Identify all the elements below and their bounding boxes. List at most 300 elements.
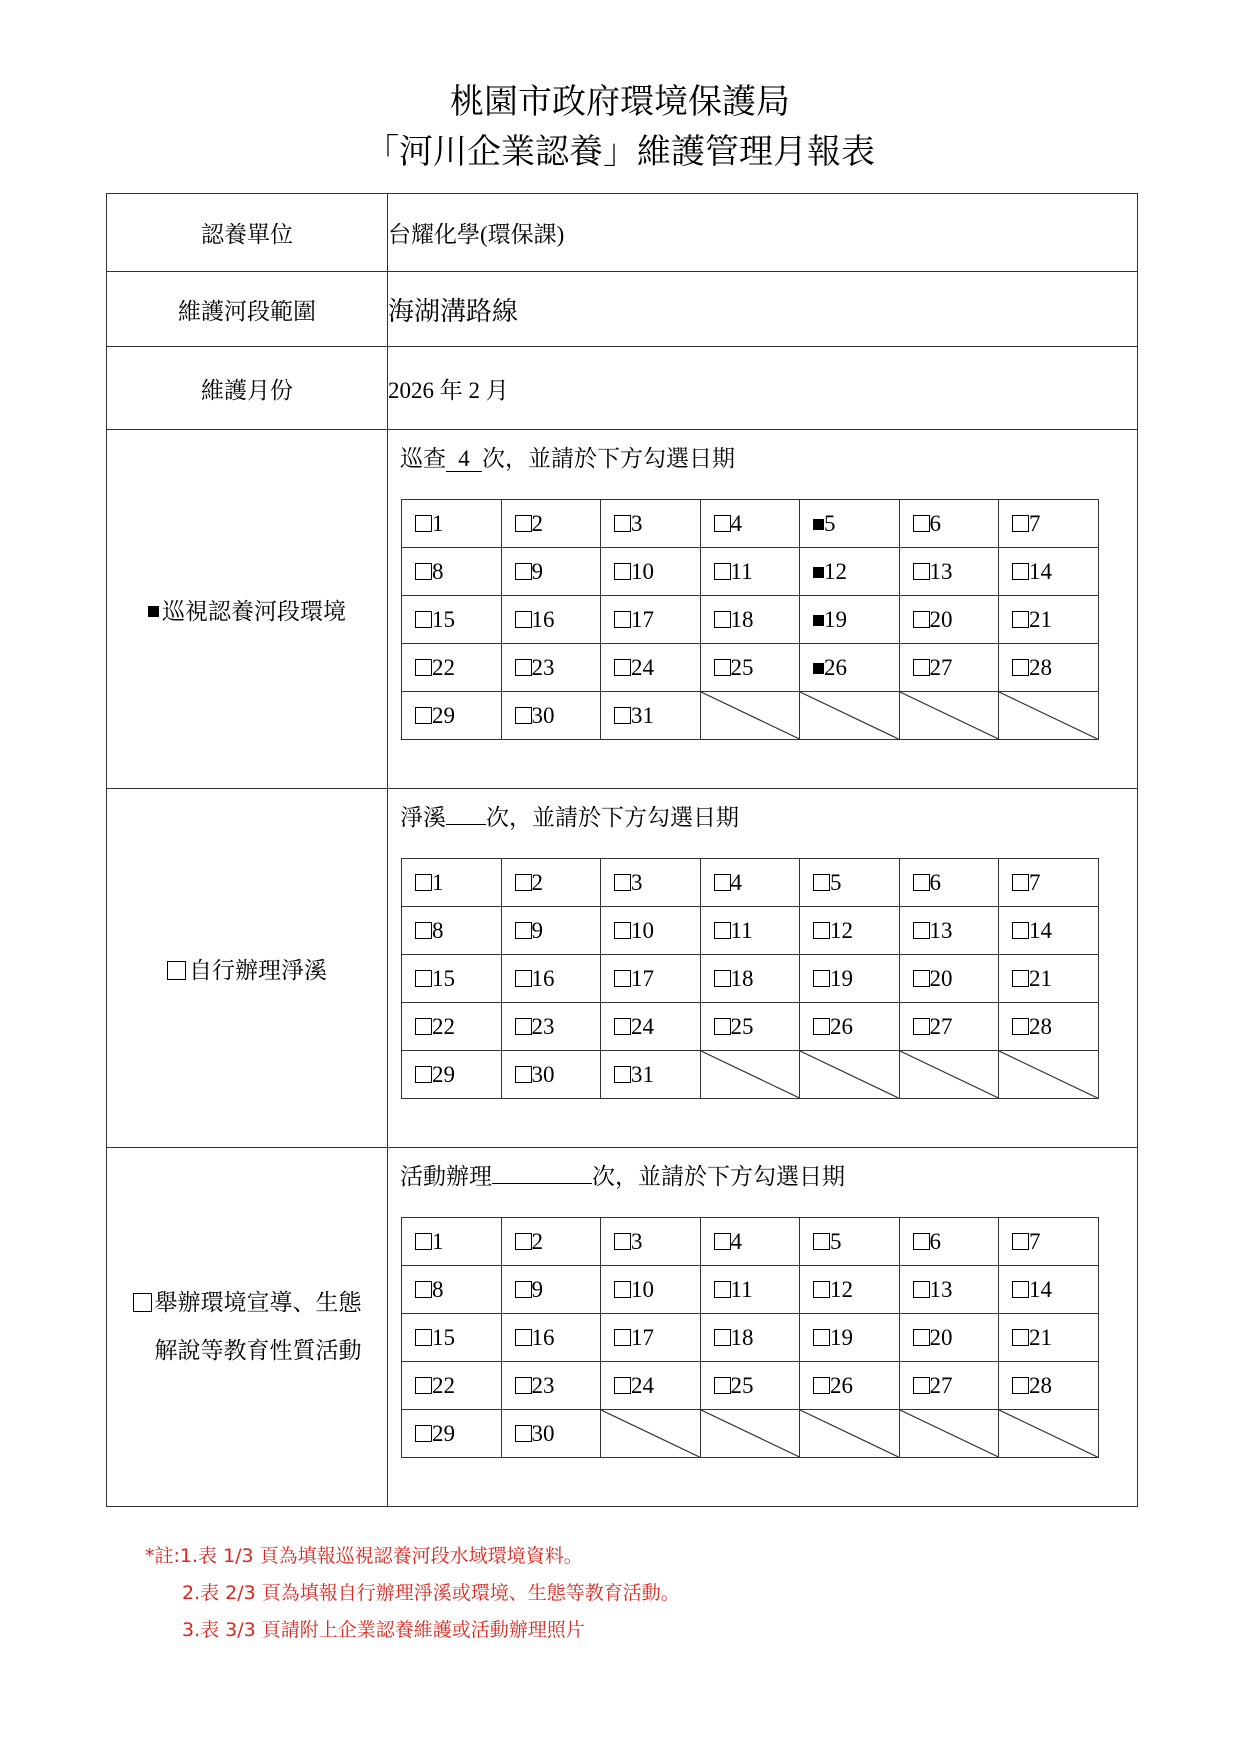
day-number: 2 <box>531 1228 543 1254</box>
section-label <box>107 430 388 789</box>
day-cell-25[interactable] <box>700 1362 800 1410</box>
day-cell-9[interactable] <box>501 548 601 596</box>
section-label-text: 舉辦環境宣導、生態 <box>154 1290 362 1316</box>
day-cell-17[interactable] <box>601 1314 701 1362</box>
day-number: 9 <box>531 1276 543 1302</box>
checkbox-icon[interactable] <box>614 1329 631 1346</box>
day-number: 20 <box>929 606 953 632</box>
day-number: 4 <box>730 510 742 536</box>
count-prefix: 巡查 <box>400 446 446 472</box>
checkbox-icon[interactable] <box>913 1018 930 1035</box>
empty-cell <box>800 1051 900 1099</box>
day-cell-20[interactable] <box>899 596 999 644</box>
section-label-text: 自行辦理淨溪 <box>189 957 327 984</box>
empty-cell <box>899 1051 999 1099</box>
day-cell-7[interactable] <box>999 1218 1099 1266</box>
section-content <box>388 789 1138 1148</box>
checkbox-icon[interactable] <box>614 563 631 580</box>
day-number: 2 <box>531 510 543 536</box>
day-cell-3[interactable] <box>601 1218 701 1266</box>
checkbox-icon[interactable] <box>1012 1281 1029 1298</box>
checkbox-icon[interactable] <box>515 1233 532 1250</box>
checkbox-icon[interactable] <box>415 1329 432 1346</box>
day-cell-26[interactable] <box>800 644 900 692</box>
day-number: 14 <box>1029 1276 1052 1302</box>
day-number: 27 <box>929 1013 953 1039</box>
day-number: 30 <box>531 1061 555 1087</box>
day-cell-16[interactable] <box>501 1314 601 1362</box>
day-number: 16 <box>531 965 555 991</box>
day-cell-31[interactable] <box>601 1051 701 1099</box>
day-cell-22[interactable] <box>402 1362 502 1410</box>
count-field[interactable] <box>446 824 486 825</box>
day-cell-23[interactable] <box>501 644 601 692</box>
day-number: 23 <box>531 1013 555 1039</box>
day-number: 12 <box>824 558 847 584</box>
day-number: 10 <box>631 558 654 584</box>
day-cell-27[interactable] <box>899 1003 999 1051</box>
checkbox-icon[interactable] <box>415 922 432 939</box>
day-cell-16[interactable] <box>501 955 601 1003</box>
day-cell-11[interactable] <box>700 548 800 596</box>
day-cell-2[interactable] <box>501 859 601 907</box>
day-number: 14 <box>1029 558 1052 584</box>
day-number: 21 <box>1029 606 1052 632</box>
day-number: 25 <box>730 1372 754 1398</box>
day-cell-2[interactable] <box>501 1218 601 1266</box>
day-cell-30[interactable] <box>501 1410 601 1458</box>
checkbox-icon[interactable] <box>614 970 631 987</box>
day-cell-15[interactable] <box>402 1314 502 1362</box>
checkbox-icon[interactable] <box>415 707 432 724</box>
empty-cell <box>800 1410 900 1458</box>
day-cell-28[interactable] <box>999 644 1099 692</box>
day-number: 26 <box>824 654 847 680</box>
count-field[interactable] <box>492 1183 592 1184</box>
day-number: 8 <box>432 1276 444 1302</box>
checkbox-icon[interactable] <box>515 515 532 532</box>
day-cell-12[interactable] <box>800 907 900 955</box>
day-grid <box>401 858 1099 1099</box>
day-cell-29[interactable] <box>402 692 502 740</box>
day-number: 19 <box>830 1324 853 1350</box>
section-activity <box>107 1148 1138 1507</box>
month-label: 維護月份 <box>107 347 388 430</box>
day-cell-21[interactable] <box>999 1314 1099 1362</box>
checkbox-icon[interactable] <box>415 659 432 676</box>
checkbox-icon[interactable] <box>1012 659 1029 676</box>
day-number: 11 <box>730 917 753 943</box>
day-cell-2[interactable] <box>501 500 601 548</box>
checkbox-icon[interactable] <box>813 922 830 939</box>
checkbox-icon[interactable] <box>813 1281 830 1298</box>
checked-checkbox-icon[interactable] <box>148 606 159 617</box>
checked-checkbox-icon[interactable] <box>813 615 824 626</box>
checkbox-icon[interactable] <box>714 611 731 628</box>
empty-cell <box>899 692 999 740</box>
month-value[interactable]: 2026 年 2 月 <box>388 347 1138 430</box>
day-cell-5[interactable] <box>800 500 900 548</box>
day-cell-10[interactable] <box>601 548 701 596</box>
day-cell-4[interactable] <box>700 859 800 907</box>
day-cell-7[interactable] <box>999 500 1099 548</box>
day-number: 12 <box>830 1276 853 1302</box>
day-number: 21 <box>1029 965 1052 991</box>
checkbox-icon[interactable] <box>813 1018 830 1035</box>
checkbox-icon[interactable] <box>813 1233 830 1250</box>
checkbox-icon[interactable] <box>813 1377 830 1394</box>
day-cell-17[interactable] <box>601 596 701 644</box>
count-suffix: 次，並請於下方勾選日期 <box>592 1164 845 1190</box>
day-number: 19 <box>830 965 853 991</box>
checkbox-icon[interactable] <box>415 970 432 987</box>
checkbox-icon[interactable] <box>913 1329 930 1346</box>
day-number: 25 <box>730 1013 754 1039</box>
day-cell-7[interactable] <box>999 859 1099 907</box>
day-number: 1 <box>432 869 444 895</box>
checkbox-icon[interactable] <box>813 970 830 987</box>
day-cell-26[interactable] <box>800 1362 900 1410</box>
section-label <box>107 789 388 1148</box>
empty-cell <box>999 692 1099 740</box>
checkbox-icon[interactable] <box>714 1233 731 1250</box>
checkbox-icon[interactable] <box>614 659 631 676</box>
checkbox-icon[interactable] <box>714 659 731 676</box>
checkbox-icon[interactable] <box>415 1281 432 1298</box>
day-number: 4 <box>730 869 742 895</box>
day-cell-8[interactable] <box>402 1266 502 1314</box>
range-label: 維護河段範圍 <box>107 272 388 347</box>
day-cell-25[interactable] <box>700 644 800 692</box>
checkbox-icon[interactable] <box>614 1233 631 1250</box>
checkbox-icon[interactable] <box>1012 515 1029 532</box>
day-number: 11 <box>730 558 753 584</box>
count-field[interactable]: 4 <box>446 447 482 472</box>
day-number: 13 <box>929 1276 953 1302</box>
day-cell-4[interactable] <box>700 1218 800 1266</box>
day-cell-24[interactable] <box>601 644 701 692</box>
day-number: 17 <box>631 1324 654 1350</box>
checkbox-icon[interactable] <box>1012 970 1029 987</box>
day-number: 28 <box>1029 654 1052 680</box>
day-number: 13 <box>929 917 953 943</box>
day-cell-8[interactable] <box>402 907 502 955</box>
checkbox-icon[interactable] <box>415 611 432 628</box>
checkbox-icon[interactable] <box>515 563 532 580</box>
day-cell-19[interactable] <box>800 955 900 1003</box>
day-cell-27[interactable] <box>899 1362 999 1410</box>
day-cell-6[interactable] <box>899 859 999 907</box>
checkbox-icon[interactable] <box>1012 611 1029 628</box>
day-number: 29 <box>432 702 455 728</box>
checkbox-icon[interactable] <box>813 874 830 891</box>
range-value[interactable]: 海湖溝路線 <box>388 272 1138 347</box>
day-number: 23 <box>531 1372 555 1398</box>
day-cell-10[interactable] <box>601 907 701 955</box>
day-number: 26 <box>830 1013 853 1039</box>
section-content <box>388 1148 1138 1507</box>
day-number: 3 <box>631 1228 643 1254</box>
count-suffix: 次，並請於下方勾選日期 <box>482 446 735 472</box>
empty-cell <box>899 1410 999 1458</box>
checkbox-icon[interactable] <box>714 1018 731 1035</box>
checkbox-icon[interactable] <box>714 970 731 987</box>
day-cell-1[interactable] <box>402 859 502 907</box>
day-number: 10 <box>631 1276 654 1302</box>
day-cell-30[interactable] <box>501 692 601 740</box>
checkbox-icon[interactable] <box>714 922 731 939</box>
day-number: 16 <box>531 1324 555 1350</box>
day-cell-14[interactable] <box>999 1266 1099 1314</box>
checkbox-icon[interactable] <box>913 922 930 939</box>
day-cell-14[interactable] <box>999 548 1099 596</box>
day-cell-29[interactable] <box>402 1051 502 1099</box>
day-number: 6 <box>929 1228 941 1254</box>
checkbox-icon[interactable] <box>913 1233 930 1250</box>
checkbox-icon[interactable] <box>1012 1329 1029 1346</box>
day-cell-10[interactable] <box>601 1266 701 1314</box>
day-number: 2 <box>531 869 543 895</box>
day-number: 30 <box>531 1420 555 1446</box>
checkbox-icon[interactable] <box>515 874 532 891</box>
day-cell-19[interactable] <box>800 596 900 644</box>
day-cell-9[interactable] <box>501 907 601 955</box>
day-cell-19[interactable] <box>800 1314 900 1362</box>
day-cell-23[interactable] <box>501 1003 601 1051</box>
day-cell-8[interactable] <box>402 548 502 596</box>
day-cell-31[interactable] <box>601 692 701 740</box>
day-cell-1[interactable] <box>402 500 502 548</box>
checkbox-icon[interactable] <box>913 659 930 676</box>
day-cell-21[interactable] <box>999 596 1099 644</box>
day-cell-4[interactable] <box>700 500 800 548</box>
day-number: 17 <box>631 965 654 991</box>
checkbox-icon[interactable] <box>614 922 631 939</box>
checkbox-icon[interactable] <box>515 659 532 676</box>
checkbox-icon[interactable] <box>515 970 532 987</box>
day-number: 22 <box>432 1013 455 1039</box>
day-number: 26 <box>830 1372 853 1398</box>
day-number: 9 <box>531 558 543 584</box>
checkbox-icon[interactable] <box>515 922 532 939</box>
checkbox-icon[interactable] <box>813 1329 830 1346</box>
checkbox-icon[interactable] <box>614 515 631 532</box>
day-number: 6 <box>929 869 941 895</box>
checkbox-icon[interactable] <box>515 1281 532 1298</box>
checkbox-icon[interactable] <box>714 1329 731 1346</box>
checked-checkbox-icon[interactable] <box>813 663 824 674</box>
day-cell-28[interactable] <box>999 1003 1099 1051</box>
day-cell-9[interactable] <box>501 1266 601 1314</box>
day-cell-22[interactable] <box>402 644 502 692</box>
checkbox-icon[interactable] <box>614 1377 631 1394</box>
day-number: 23 <box>531 654 555 680</box>
checkbox-icon[interactable] <box>1012 874 1029 891</box>
day-number: 15 <box>432 965 455 991</box>
day-number: 14 <box>1029 917 1052 943</box>
checkbox-icon[interactable] <box>415 874 432 891</box>
checkbox-icon[interactable] <box>913 611 930 628</box>
day-number: 24 <box>631 654 654 680</box>
day-number: 8 <box>432 558 444 584</box>
day-cell-12[interactable] <box>800 548 900 596</box>
day-number: 31 <box>631 1061 654 1087</box>
day-cell-17[interactable] <box>601 955 701 1003</box>
day-number: 15 <box>432 606 455 632</box>
day-cell-18[interactable] <box>700 1314 800 1362</box>
section-cleanup <box>107 789 1138 1148</box>
day-number: 17 <box>631 606 654 632</box>
count-prefix: 活動辦理 <box>400 1164 492 1190</box>
checkbox-icon[interactable] <box>714 1377 731 1394</box>
day-number: 4 <box>730 1228 742 1254</box>
checkbox-icon[interactable] <box>614 611 631 628</box>
day-cell-26[interactable] <box>800 1003 900 1051</box>
checked-checkbox-icon[interactable] <box>813 567 824 578</box>
empty-cell <box>700 692 800 740</box>
checkbox-icon[interactable] <box>714 1281 731 1298</box>
checkbox-icon[interactable] <box>913 1281 930 1298</box>
checked-checkbox-icon[interactable] <box>813 519 824 530</box>
checkbox-icon[interactable] <box>1012 922 1029 939</box>
checkbox-icon[interactable] <box>415 563 432 580</box>
day-cell-3[interactable] <box>601 859 701 907</box>
day-number: 21 <box>1029 1324 1052 1350</box>
day-number: 18 <box>730 606 754 632</box>
day-cell-25[interactable] <box>700 1003 800 1051</box>
day-number: 7 <box>1029 510 1041 536</box>
day-number: 24 <box>631 1372 654 1398</box>
count-prefix: 淨溪 <box>400 805 446 831</box>
day-cell-13[interactable] <box>899 548 999 596</box>
checkbox-icon[interactable] <box>714 515 731 532</box>
checkbox-icon[interactable] <box>1012 1018 1029 1035</box>
day-cell-13[interactable] <box>899 1266 999 1314</box>
checkbox-icon[interactable] <box>614 707 631 724</box>
day-cell-5[interactable] <box>800 859 900 907</box>
checkbox-icon[interactable] <box>515 1066 532 1083</box>
day-number: 5 <box>830 1228 842 1254</box>
day-cell-5[interactable] <box>800 1218 900 1266</box>
checkbox-icon[interactable] <box>515 1377 532 1394</box>
checkbox-icon[interactable] <box>1012 563 1029 580</box>
section-patrol <box>107 430 1138 789</box>
day-cell-11[interactable] <box>700 907 800 955</box>
checkbox-icon[interactable] <box>515 1329 532 1346</box>
day-cell-6[interactable] <box>899 1218 999 1266</box>
empty-cell <box>999 1410 1099 1458</box>
day-cell-24[interactable] <box>601 1362 701 1410</box>
day-grid <box>401 1217 1099 1458</box>
checkbox-icon[interactable] <box>515 707 532 724</box>
day-number: 13 <box>929 558 953 584</box>
checkbox-icon[interactable] <box>515 1425 532 1442</box>
checkbox-icon[interactable] <box>415 515 432 532</box>
day-cell-21[interactable] <box>999 955 1099 1003</box>
checkbox-icon[interactable] <box>913 970 930 987</box>
day-cell-15[interactable] <box>402 596 502 644</box>
checkbox-icon[interactable] <box>415 1018 432 1035</box>
day-number: 30 <box>531 702 555 728</box>
checkbox-icon[interactable] <box>415 1066 432 1083</box>
day-cell-20[interactable] <box>899 955 999 1003</box>
day-number: 3 <box>631 510 643 536</box>
checkbox-icon[interactable] <box>913 874 930 891</box>
day-number: 7 <box>1029 1228 1041 1254</box>
checkbox-icon[interactable] <box>614 1018 631 1035</box>
checkbox-icon[interactable] <box>415 1377 432 1394</box>
day-number: 5 <box>830 869 842 895</box>
empty-cell <box>999 1051 1099 1099</box>
day-cell-1[interactable] <box>402 1218 502 1266</box>
day-number: 22 <box>432 654 455 680</box>
day-cell-30[interactable] <box>501 1051 601 1099</box>
day-number: 27 <box>929 1372 953 1398</box>
checkbox-icon[interactable] <box>1012 1377 1029 1394</box>
day-cell-23[interactable] <box>501 1362 601 1410</box>
checkbox-icon[interactable] <box>167 961 186 980</box>
section-label-text: 巡視認養河段環境 <box>162 598 346 625</box>
section-label-text: 解說等教育性質活動 <box>154 1338 362 1364</box>
day-number: 20 <box>929 1324 953 1350</box>
checkbox-icon[interactable] <box>913 1377 930 1394</box>
checkbox-icon[interactable] <box>614 1281 631 1298</box>
day-cell-13[interactable] <box>899 907 999 955</box>
day-grid <box>401 499 1099 740</box>
day-cell-6[interactable] <box>899 500 999 548</box>
day-number: 18 <box>730 1324 754 1350</box>
section-content <box>388 430 1138 789</box>
day-cell-22[interactable] <box>402 1003 502 1051</box>
day-cell-27[interactable] <box>899 644 999 692</box>
day-number: 25 <box>730 654 754 680</box>
unit-value[interactable]: 台耀化學(環保課) <box>388 194 1138 272</box>
checkbox-icon[interactable] <box>1012 1233 1029 1250</box>
day-cell-11[interactable] <box>700 1266 800 1314</box>
checkbox-icon[interactable] <box>614 1066 631 1083</box>
checkbox-icon[interactable] <box>415 1425 432 1442</box>
checkbox-icon[interactable] <box>614 874 631 891</box>
checkbox-icon[interactable] <box>415 1233 432 1250</box>
day-number: 10 <box>631 917 654 943</box>
day-cell-20[interactable] <box>899 1314 999 1362</box>
checkbox-icon[interactable] <box>714 874 731 891</box>
checkbox-icon[interactable] <box>913 515 930 532</box>
checkbox-icon[interactable] <box>714 563 731 580</box>
day-cell-12[interactable] <box>800 1266 900 1314</box>
day-number: 1 <box>432 1228 444 1254</box>
checkbox-icon[interactable] <box>515 611 532 628</box>
day-cell-3[interactable] <box>601 500 701 548</box>
day-number: 24 <box>631 1013 654 1039</box>
checkbox-icon[interactable] <box>913 563 930 580</box>
day-cell-24[interactable] <box>601 1003 701 1051</box>
note-3: 3.表 3/3 頁請附上企業認養維護或活動辦理照片 <box>182 1619 585 1641</box>
checkbox-icon[interactable] <box>515 1018 532 1035</box>
day-cell-28[interactable] <box>999 1362 1099 1410</box>
empty-cell <box>700 1410 800 1458</box>
day-number: 19 <box>824 606 847 632</box>
day-cell-18[interactable] <box>700 596 800 644</box>
day-cell-16[interactable] <box>501 596 601 644</box>
day-cell-18[interactable] <box>700 955 800 1003</box>
day-cell-15[interactable] <box>402 955 502 1003</box>
day-number: 28 <box>1029 1013 1052 1039</box>
day-cell-14[interactable] <box>999 907 1099 955</box>
day-cell-29[interactable] <box>402 1410 502 1458</box>
checkbox-icon[interactable] <box>133 1293 152 1312</box>
day-number: 22 <box>432 1372 455 1398</box>
